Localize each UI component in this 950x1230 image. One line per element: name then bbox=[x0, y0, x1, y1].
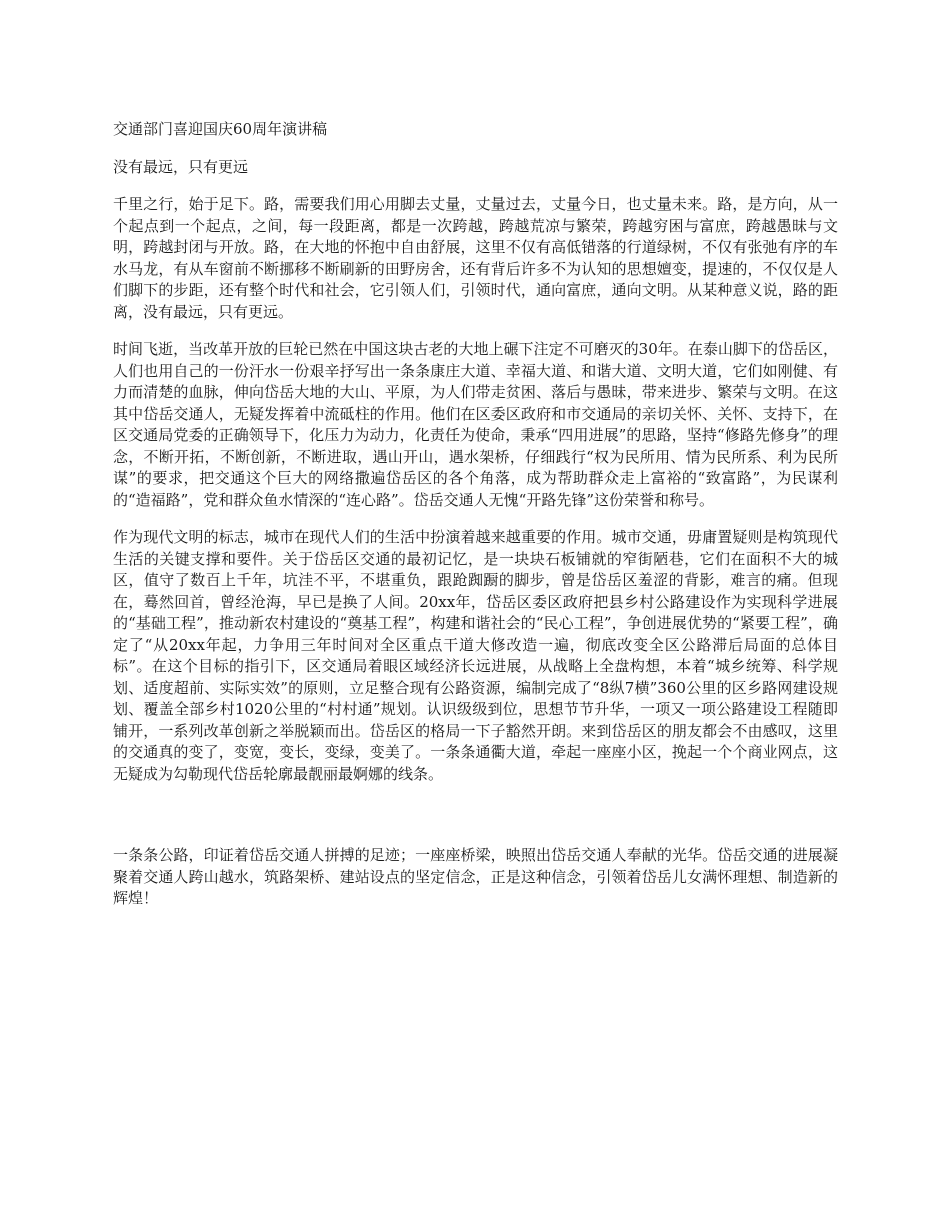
paragraph-4: 一条条公路，印证着岱岳交通人拼搏的足迹；一座座桥梁，映照出岱岳交通人奉献的光华。岱岳交通的进展凝聚着交通人跨山越水，筑路架桥、建站设点的坚定信念，正是这种信念，引领着岱岳儿女满怀理想、制造新的辉煌！ bbox=[113, 846, 838, 907]
paragraph-spacer bbox=[113, 801, 838, 845]
paragraph-2: 时间飞逝，当改革开放的巨轮已然在中国这块古老的大地上碾下注定不可磨灭的30年。在泰山脚下的岱岳区，人们也用自己的一份汗水一份艰辛抒写出一条条康庄大道、幸福大道、和谐大道、文明大道，它们如刚健、有力而清楚的血脉，伸向岱岳大地的大山、平原，为人们带走贫困、落后与愚昧，带来进步、繁荣与文明。在这其中岱岳交通人，无疑发挥着中流砥柱的作用。他们在区委区政府和市交通局的亲切关怀、关怀、支持下，在区交通局党委的正确领导下，化压力为动力，化责任为使命，秉承“四用进展”的思路，坚持“修路先修身”的理念，不断开拓，不断创新，不断进取，遇山开山，遇水架桥，仔细践行“权为民所用、情为民所系、利为民所谋”的要求，把交通这个巨大的网络撒遍岱岳区的各个角落，成为帮助群众走上富裕的“致富路”，为民谋利的“造福路”，党和群众鱼水情深的“连心路”。岱岳交通人无愧“开路先锋”这份荣誉和称号。 bbox=[113, 340, 838, 509]
document-page bbox=[113, 118, 838, 926]
paragraph-3: 作为现代文明的标志，城市在现代人们的生活中扮演着越来越重要的作用。城市交通，毋庸置疑则是构筑现代生活的关键支撑和要件。关于岱岳区交通的最初记忆，是一块块石板铺就的窄街陋巷，它们在面积不大的城区，值守了数百上千年，坑洼不平，不堪重负，跟跄踟蹰的脚步，曾是岱岳区羞涩的背影，难言的痛。但现在，蓦然回首，曾经沧海，早已是换了人间。20xx年，岱岳区委区政府把县乡村公路建设作为实现科学进展的“基础工程”，推动新农村建设的“奠基工程”，构建和谐社会的“民心工程”，争创进展优势的“紧要工程”，确定了“从20xx年起，力争用三年时间对全区重点干道大修改造一遍，彻底改变全区公路滞后局面的总体目标”。在这个目标的指引下，区交通局着眼区域经济长远进展，从战略上全盘构想，本着“城乡统筹、科学规划、适度超前、实际实效”的原则，立足整合现有公路资源，编制完成了“8纵7横”360公里的区乡路网建设规划、覆盖全部乡村1020公里的“村村通”规划。认识级级到位，思想节节升华，一项又一项公路建设工程随即铺开，一系列改革创新之举脱颖而出。岱岳区的格局一下子豁然开朗。来到岱岳区的朋友都会不由感叹，这里的交通真的变了，变宽，变长，变绿，变美了。一条条通衢大道，牵起一座座小区，挽起一个个商业网点，这无疑成为勾勒现代岱岳轮廓最靓丽最婀娜的线条。 bbox=[113, 528, 838, 783]
document-title: 交通部门喜迎国庆60周年演讲稿 bbox=[113, 120, 328, 138]
document-subtitle: 没有最远，只有更远 bbox=[113, 158, 249, 176]
paragraph-1: 千里之行，始于足下。路，需要我们用心用脚去丈量，丈量过去，丈量今日，也丈量未来。路，是方向，从一个起点到一个起点，之间，每一段距离，都是一次跨越，跨越荒凉与繁荣，跨越穷困与富庶，跨越愚昧与文明，跨越封闭与开放。路，在大地的怀抱中自由舒展，这里不仅有高低错落的行道绿树，不仅有张弛有序的车水马龙，有从车窗前不断挪移不断刷新的田野房舍，还有背后许多不为认知的思想嬗变，提速的，不仅仅是人们脚下的步距，还有整个时代和社会，它引领人们，引领时代，通向富庶，通向文明。从某种意义说，路的距离，没有最远，只有更远。 bbox=[113, 195, 838, 321]
